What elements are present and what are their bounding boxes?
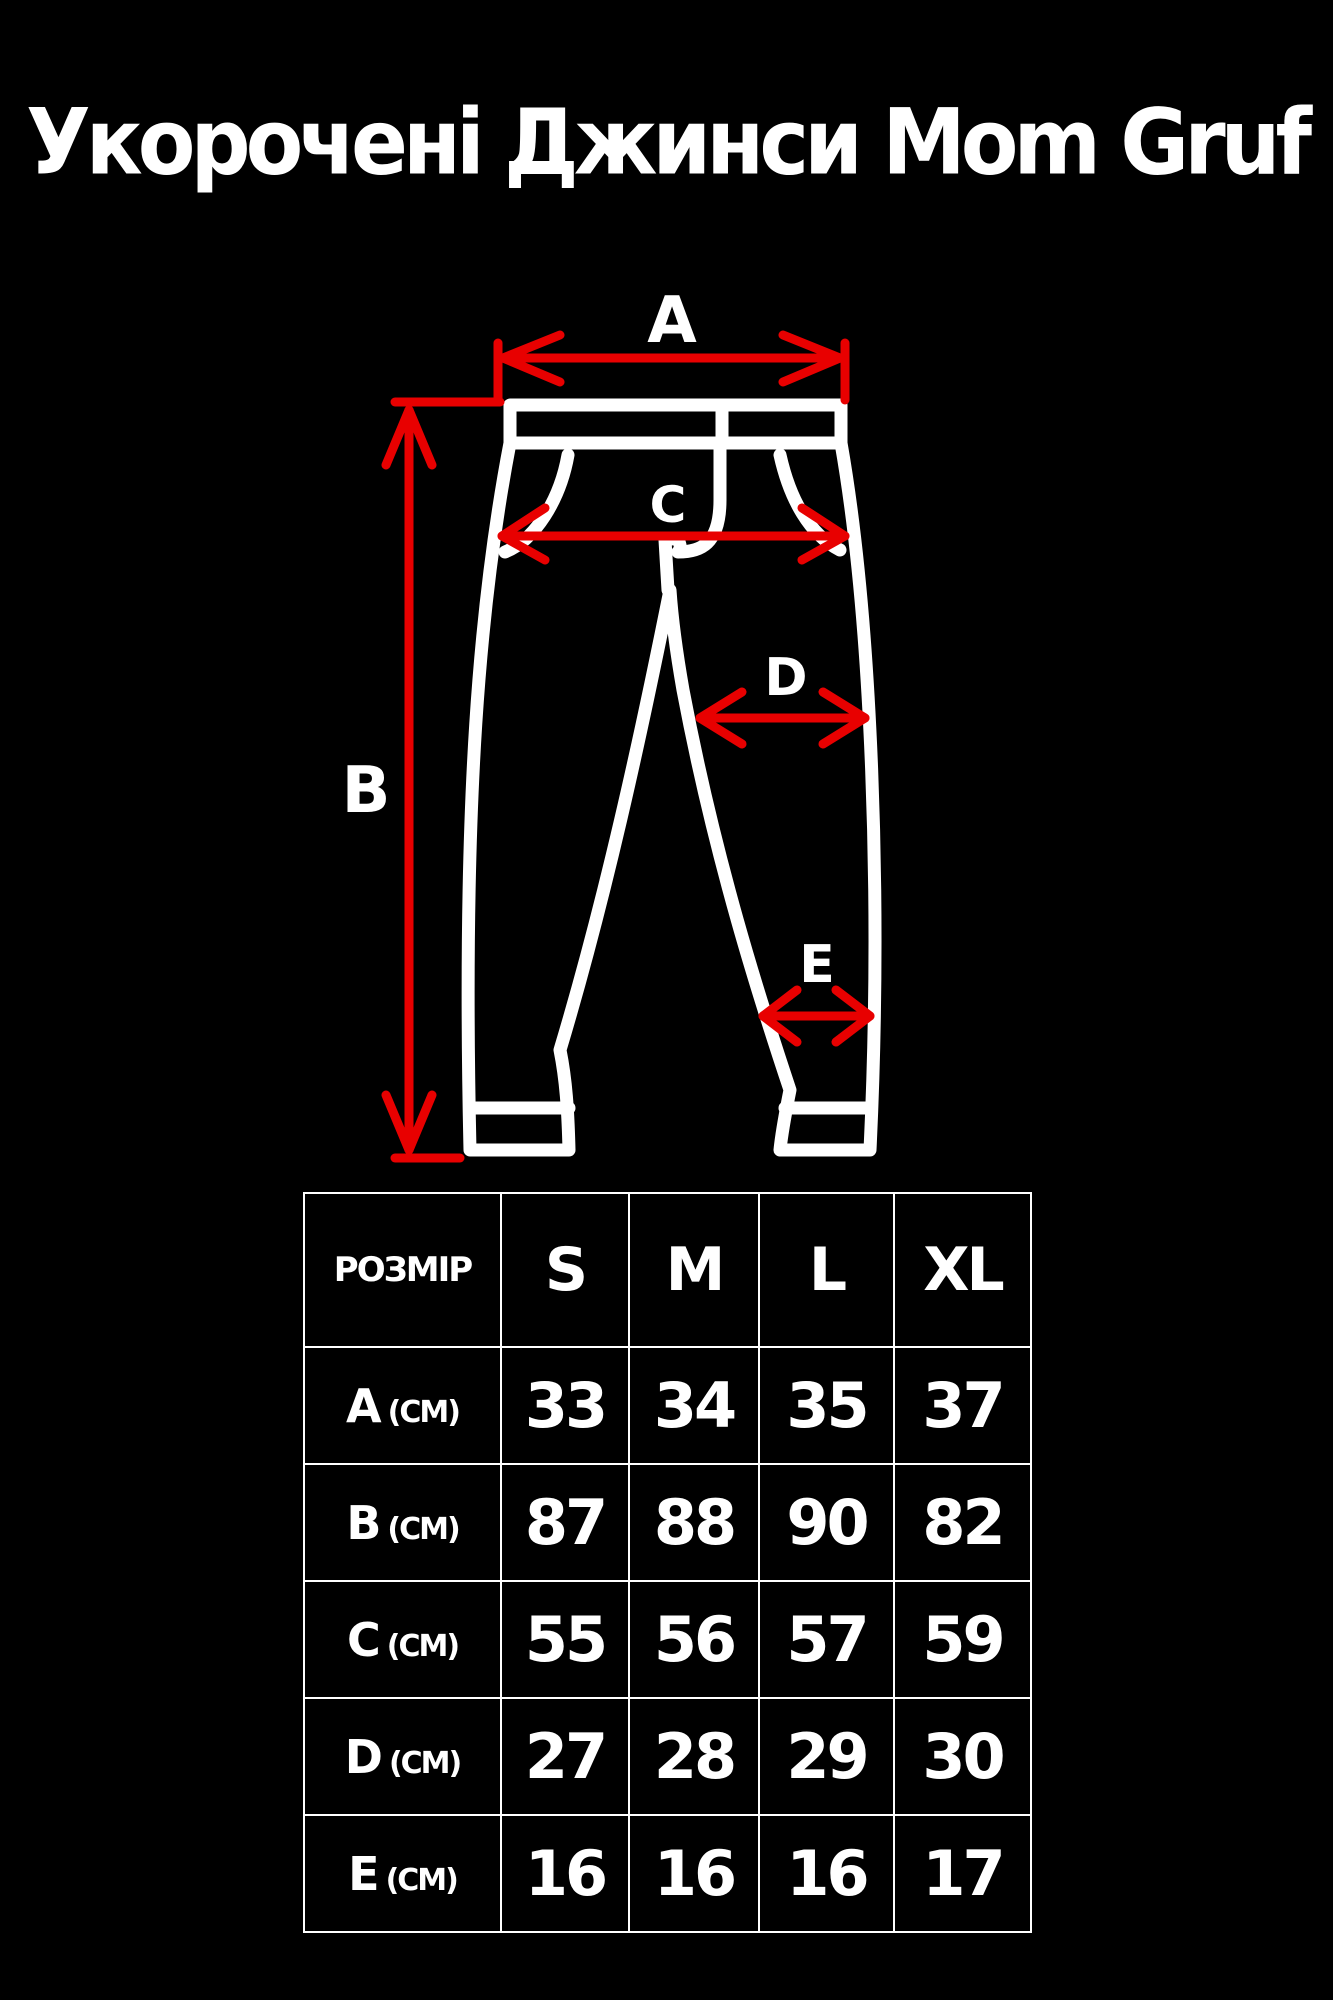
table-cell: 27 <box>501 1698 629 1815</box>
row-letter: B <box>346 1495 380 1550</box>
table-cell: 29 <box>759 1698 894 1815</box>
row-label <box>304 1581 501 1698</box>
row-label <box>304 1347 501 1464</box>
table-cell: 57 <box>759 1581 894 1698</box>
table-cell: 28 <box>629 1698 759 1815</box>
label-a: A <box>647 284 697 358</box>
table-cell: 59 <box>894 1581 1031 1698</box>
table-row-a <box>304 1347 1031 1464</box>
row-unit: (CM) <box>387 1511 459 1547</box>
table-cell: 33 <box>501 1347 629 1464</box>
table-cell: 17 <box>894 1815 1031 1932</box>
row-unit: (CM) <box>385 1862 457 1898</box>
table-cell: 82 <box>894 1464 1031 1581</box>
label-b: B <box>341 754 391 828</box>
row-letter: C <box>346 1612 379 1667</box>
size-table <box>303 1192 1032 1933</box>
waistband <box>510 405 841 443</box>
row-unit: (CM) <box>386 1628 459 1664</box>
row-label <box>304 1464 501 1581</box>
table-row-b <box>304 1464 1031 1581</box>
row-label <box>304 1698 501 1815</box>
size-header-l: L <box>759 1193 894 1347</box>
row-letter: D <box>344 1729 381 1784</box>
row-unit: (CM) <box>388 1745 461 1781</box>
size-header-m: M <box>629 1193 759 1347</box>
table-row-e <box>304 1815 1031 1932</box>
table-cell: 37 <box>894 1347 1031 1464</box>
row-letter: E <box>348 1846 378 1901</box>
size-header-s: S <box>501 1193 629 1347</box>
table-cell: 55 <box>501 1581 629 1698</box>
table-cell: 16 <box>629 1815 759 1932</box>
size-header-xl: XL <box>894 1193 1031 1347</box>
label-d: D <box>764 648 808 708</box>
table-cell: 16 <box>501 1815 629 1932</box>
table-cell: 16 <box>759 1815 894 1932</box>
table-row-d <box>304 1698 1031 1815</box>
table-cell: 30 <box>894 1698 1031 1815</box>
table-cell: 88 <box>629 1464 759 1581</box>
table-cell: 35 <box>759 1347 894 1464</box>
table-cell: 90 <box>759 1464 894 1581</box>
measurement-arrows <box>386 335 870 1158</box>
table-cell: 34 <box>629 1347 759 1464</box>
row-unit: (CM) <box>387 1394 459 1430</box>
table-cell: 87 <box>501 1464 629 1581</box>
table-header-row <box>304 1193 1031 1347</box>
row-label <box>304 1815 501 1932</box>
label-e: E <box>799 935 835 995</box>
table-cell: 56 <box>629 1581 759 1698</box>
label-c: C <box>649 476 687 534</box>
size-header-label: РОЗМІР <box>304 1193 501 1347</box>
row-letter: A <box>346 1378 380 1433</box>
page-title: Укорочені Джинси Mom Gruf <box>25 89 1307 195</box>
table-row-c <box>304 1581 1031 1698</box>
